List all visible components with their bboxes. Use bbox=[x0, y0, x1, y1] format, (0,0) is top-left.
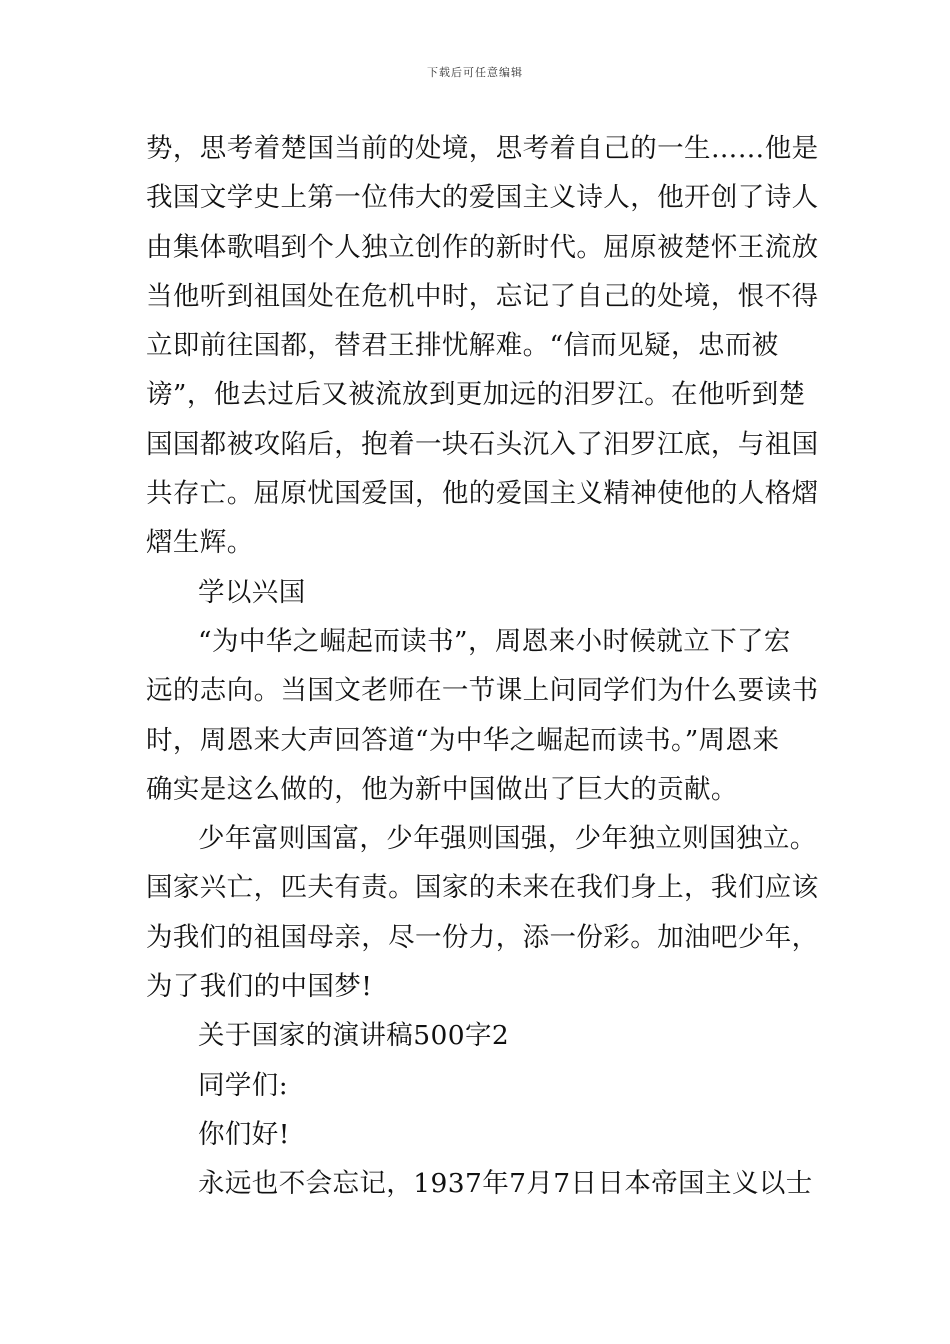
paragraph-start-line: 少年富则国富，少年强则国强，少年独立则国独立。 bbox=[198, 823, 817, 855]
text-line: 立即前往国都，替君王排忧解难。“信而见疑，忠而被 bbox=[146, 330, 779, 362]
text-line: 为了我们的中国梦! bbox=[146, 971, 373, 1003]
text-line: 国国都被攻陷后，抱着一块石头沉入了汨罗江底，与祖国 bbox=[146, 428, 819, 460]
greeting-line: 你们好! bbox=[198, 1118, 290, 1150]
text-line: 由集体歌唱到个人独立创作的新时代。屈原被楚怀王流放 bbox=[146, 231, 819, 263]
section-heading: 学以兴国 bbox=[198, 576, 306, 608]
text-line: 国家兴亡，匹夫有责。国家的未来在我们身上，我们应该 bbox=[146, 872, 819, 904]
text-line: 时，周恩来大声回答道“为中华之崛起而读书。”周恩来 bbox=[146, 724, 780, 756]
text-line: 势，思考着楚国当前的处境，思考着自己的一生……他是 bbox=[146, 133, 819, 164]
speech-title: 关于国家的演讲稿500字2 bbox=[198, 1020, 510, 1052]
paragraph-start-line: “为中华之崛起而读书”，周恩来小时候就立下了宏 bbox=[198, 625, 791, 657]
text-line: 共存亡。屈原忧国爱国，他的爱国主义精神使他的人格熠 bbox=[146, 478, 819, 510]
text-line: 当他听到祖国处在危机中时，忘记了自己的处境，恨不得 bbox=[146, 280, 819, 312]
text-line: 远的志向。当国文老师在一节课上问同学们为什么要读书 bbox=[146, 675, 819, 707]
body-text bbox=[146, 124, 819, 1209]
text-line: 谤”，他去过后又被流放到更加远的汨罗江。在他听到楚 bbox=[146, 379, 806, 411]
salutation-line: 同学们: bbox=[198, 1069, 289, 1101]
text-line: 为我们的祖国母亲，尽一份力，添一份彩。加油吧少年， bbox=[146, 921, 819, 953]
paragraph-start-line: 永远也不会忘记，1937年7月7日日本帝国主义以士 bbox=[198, 1168, 813, 1200]
text-line: 熠生辉。 bbox=[146, 527, 254, 559]
text-line: 确实是这么做的，他为新中国做出了巨大的贡献。 bbox=[146, 773, 738, 805]
page-header-note: 下载后可任意编辑 bbox=[427, 66, 523, 79]
text-line: 我国文学史上第一位伟大的爱国主义诗人，他开创了诗人 bbox=[146, 182, 819, 214]
